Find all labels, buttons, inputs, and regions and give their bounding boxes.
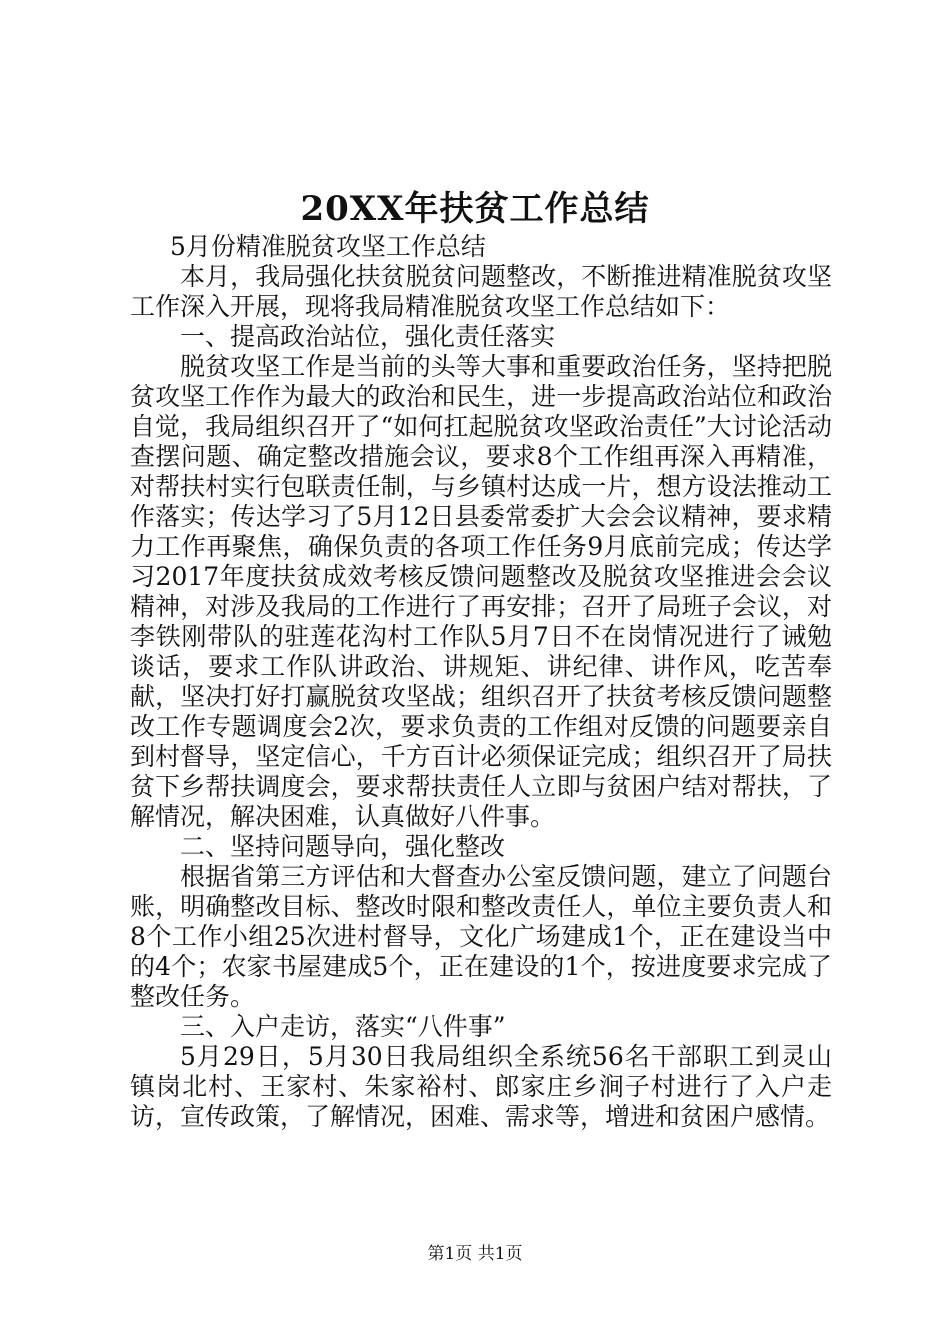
section-heading-1: 一、提高政治站位，强化责任落实	[180, 322, 556, 351]
section-body-2: 根据省第三方评估和大督查办公室反馈问题，建立了问题台账，明确整改目标、整改时限和整改责任人，单位主要负责人和8个工作小组25次进村督导，文化广场建成1个，正在建设当中的4个；农家书屋建成5个，正在建设的1个，按进度要求完成了整改任务。	[130, 862, 832, 1011]
section-body-3: 5月29日，5月30日我局组织全系统56名干部职工到灵山镇岗北村、王家村、朱家裕村、郎家庄乡涧子村进行了入户走访，宣传政策，了解情况，困难、需求等，增进和贫困户感情。	[130, 1042, 832, 1131]
section-heading-3: 三、入户走访，落实“八件事”	[180, 1012, 506, 1041]
subtitle-paragraph: 5月份精准脱贫攻坚工作总结	[170, 232, 486, 261]
document-title: 20XX年扶贫工作总结	[300, 189, 650, 229]
page-footer: 第1页 共1页	[427, 1244, 523, 1264]
section-body-1: 脱贫攻坚工作是当前的头等大事和重要政治任务，坚持把脱贫攻坚工作作为最大的政治和民生，进一步提高政治站位和政治自觉，我局组织召开了“如何扛起脱贫攻坚政治责任”大讨论活动查摆问题、确定整改措施会议，要求8个工作组再深入再精准，对帮扶村实行包联责任制，与乡镇村达成一片，想方设法推动工作落实；传达学习了5月12日县委常委扩大会会议精神，要求精力工作再聚焦，确保负责的各项工作任务9月底前完成；传达学习2017年度扶贫成效考核反馈问题整改及脱贫攻坚推进会会议精神，对涉及我局的工作进行了再安排；召开了局班子会议，对李铁刚带队的驻莲花沟村工作队5月7日不在岗情况进行了诫勉谈话，要求工作队讲政治、讲规矩、讲纪律、讲作风，吃苦奉献，坚决打好打赢脱贫攻坚战；组织召开了扶贫考核反馈问题整改工作专题调度会2次，要求负责的工作组对反馈的问题要亲自到村督导，坚定信心，千方百计必须保证完成；组织召开了局扶贫下乡帮扶调度会，要求帮扶责任人立即与贫困户结对帮扶，了解情况，解决困难，认真做好八件事。	[130, 352, 832, 831]
document-body	[130, 232, 832, 1132]
section-heading-2: 二、坚持问题导向，强化整改	[180, 832, 506, 861]
intro-paragraph: 本月，我局强化扶贫脱贫问题整改，不断推进精准脱贫攻坚工作深入开展，现将我局精准脱贫攻坚工作总结如下：	[130, 262, 832, 321]
